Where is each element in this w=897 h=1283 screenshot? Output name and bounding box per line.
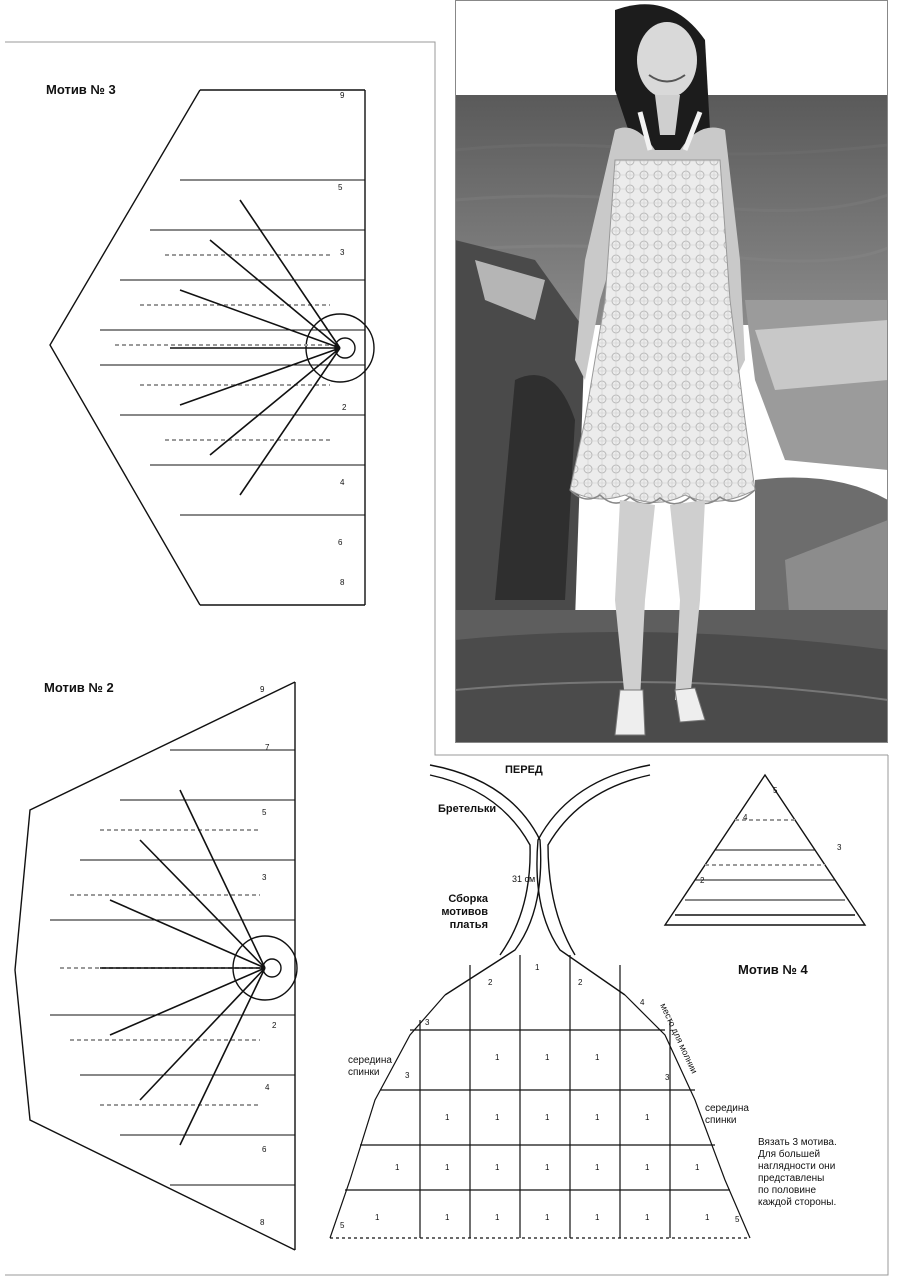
back-center-line: середина bbox=[348, 1055, 392, 1066]
front-label: ПЕРЕД bbox=[505, 764, 543, 776]
assembly-label-line: Сборка bbox=[448, 893, 488, 905]
cell-number: 1 bbox=[595, 1053, 600, 1062]
assembly-diagram bbox=[320, 760, 770, 1270]
cell-number: 1 bbox=[705, 1213, 710, 1222]
back-center-right bbox=[705, 1103, 749, 1127]
motif4-row-label: 4 bbox=[743, 813, 748, 822]
cell-number: 3 bbox=[405, 1071, 410, 1080]
cell-number: 1 bbox=[375, 1213, 380, 1222]
cell-number: 1 bbox=[645, 1213, 650, 1222]
cell-number: 2 bbox=[488, 978, 493, 987]
motif4-title: Мотив № 4 bbox=[738, 962, 808, 977]
cell-number: 1 bbox=[595, 1213, 600, 1222]
cell-number: 1 bbox=[545, 1213, 550, 1222]
cell-number: 5 bbox=[340, 1221, 345, 1230]
motif4-row-label: 5 bbox=[773, 786, 778, 795]
motif2-row-label: 6 bbox=[262, 1145, 267, 1154]
cell-number: 1 bbox=[645, 1113, 650, 1122]
note-line: по половине bbox=[758, 1185, 817, 1196]
cell-number: 1 bbox=[545, 1113, 550, 1122]
cell-number: 3 bbox=[425, 1018, 430, 1027]
motif4-row-label: 3 bbox=[837, 843, 842, 852]
cell-number: 1 bbox=[495, 1113, 500, 1122]
motif3-row-label: 4 bbox=[340, 478, 345, 487]
motif2-row-label: 4 bbox=[265, 1083, 270, 1092]
cell-number: 1 bbox=[495, 1053, 500, 1062]
assembly-label-line: платья bbox=[449, 919, 488, 931]
motif3-row-label: 3 bbox=[340, 248, 345, 257]
motif4-row-label: 2 bbox=[700, 876, 705, 885]
cell-number: 1 bbox=[695, 1163, 700, 1172]
motif3-row-label: 2 bbox=[342, 403, 347, 412]
cell-number: 1 bbox=[545, 1053, 550, 1062]
motif3-row-label: 5 bbox=[338, 183, 343, 192]
cell-number: 1 bbox=[595, 1113, 600, 1122]
note-line: представлены bbox=[758, 1173, 825, 1184]
motif3-chart bbox=[40, 80, 380, 620]
note-line: каждой стороны. bbox=[758, 1197, 837, 1208]
note-line: наглядности они bbox=[758, 1161, 836, 1172]
cell-number: 1 bbox=[545, 1163, 550, 1172]
motif3-row-label: 6 bbox=[338, 538, 343, 547]
cell-number: 1 bbox=[645, 1163, 650, 1172]
motif2-row-label: 8 bbox=[260, 1218, 265, 1227]
cell-number: 5 bbox=[735, 1215, 740, 1224]
motif2-row-label: 2 bbox=[272, 1021, 277, 1030]
cell-number: 1 bbox=[535, 963, 540, 972]
motif3-title: Мотив № 3 bbox=[46, 82, 116, 97]
cell-number: 1 bbox=[595, 1163, 600, 1172]
motif2-chart bbox=[10, 670, 310, 1270]
back-center-line: середина bbox=[705, 1103, 749, 1114]
motif2-title: Мотив № 2 bbox=[44, 680, 114, 695]
motif2-row-label: 7 bbox=[265, 743, 270, 752]
zipper-label: место для молнии bbox=[658, 1001, 700, 1076]
cell-number: 1 bbox=[445, 1213, 450, 1222]
cell-number: 3 bbox=[665, 1073, 670, 1082]
knitting-note bbox=[758, 1137, 883, 1209]
motif2-row-label: 5 bbox=[262, 808, 267, 817]
cell-number: 4 bbox=[640, 998, 645, 1007]
motif2-row-label: 3 bbox=[262, 873, 267, 882]
note-line: Для большей bbox=[758, 1149, 821, 1160]
note-line: Вязать 3 мотива. bbox=[758, 1137, 837, 1148]
cell-number: 2 bbox=[578, 978, 583, 987]
back-center-left bbox=[348, 1055, 392, 1079]
back-center-line: спинки bbox=[348, 1067, 380, 1078]
back-center-line: спинки bbox=[705, 1115, 737, 1126]
strap-length: 31 см bbox=[512, 874, 536, 884]
cell-number: 1 bbox=[495, 1163, 500, 1172]
cell-number: 1 bbox=[395, 1163, 400, 1172]
motif2-row-label: 9 bbox=[260, 685, 265, 694]
motif3-row-label: 8 bbox=[340, 578, 345, 587]
assembly-label-line: мотивов bbox=[441, 906, 488, 918]
cell-number: 1 bbox=[445, 1163, 450, 1172]
cell-number: 1 bbox=[445, 1113, 450, 1122]
assembly-label bbox=[410, 893, 488, 932]
cell-number: 1 bbox=[495, 1213, 500, 1222]
straps-label: Бретельки bbox=[438, 803, 497, 815]
motif3-row-label: 9 bbox=[340, 91, 345, 100]
